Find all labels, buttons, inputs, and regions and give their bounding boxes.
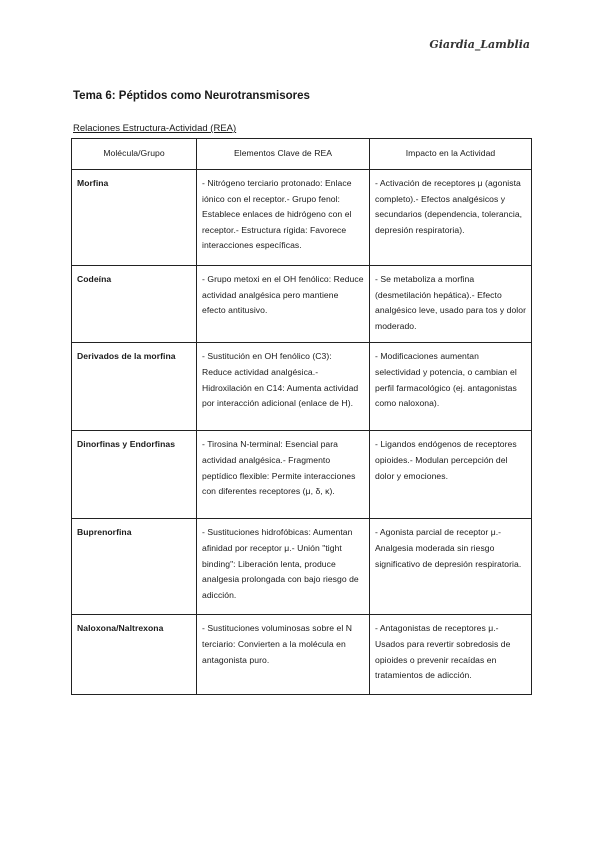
section-title: Relaciones Estructura-Actividad (REA) bbox=[73, 123, 237, 134]
table-row bbox=[72, 431, 532, 519]
impact-cell: - Agonista parcial de receptor μ.- Analgesia moderada sin riesgo significativo de depresión respiratoria. bbox=[370, 519, 532, 615]
impact-cell: - Modificaciones aumentan selectividad y potencia, o cambian el perfil farmacológico (ej. antagonistas como naloxona). bbox=[370, 343, 532, 431]
impact-cell: - Se metaboliza a morfina (desmetilación hepática).- Efecto analgésico leve, usado para tos y dolor moderado. bbox=[370, 266, 532, 343]
molecule-cell: Morfina bbox=[72, 170, 197, 266]
molecule-cell: Dinorfinas y Endorfinas bbox=[72, 431, 197, 519]
table-header-row bbox=[72, 139, 532, 170]
molecule-cell: Naloxona/Naltrexona bbox=[72, 615, 197, 695]
table-row bbox=[72, 170, 532, 266]
molecule-cell: Codeína bbox=[72, 266, 197, 343]
table-row bbox=[72, 615, 532, 695]
molecule-cell: Buprenorfina bbox=[72, 519, 197, 615]
elements-cell: - Nitrógeno terciario protonado: Enlace iónico con el receptor.- Grupo fenol: Establece enlaces de hidrógeno con el receptor.- Estructura rígida: Favorece interacciones específicas. bbox=[197, 170, 370, 266]
impact-cell: - Activación de receptores μ (agonista completo).- Efectos analgésicos y secundarios (dependencia, tolerancia, depresión respiratoria). bbox=[370, 170, 532, 266]
page-title: Tema 6: Péptidos como Neurotransmisores bbox=[73, 90, 310, 102]
column-header-molecule: Molécula/Grupo bbox=[72, 139, 197, 170]
rea-table bbox=[71, 138, 532, 695]
table-row bbox=[72, 343, 532, 431]
molecule-cell: Derivados de la morfina bbox=[72, 343, 197, 431]
elements-cell: - Tirosina N-terminal: Esencial para actividad analgésica.- Fragmento peptídico flexible: Permite interacciones con diferentes receptores (μ, δ, κ). bbox=[197, 431, 370, 519]
elements-cell: - Sustituciones voluminosas sobre el N terciario: Convierten a la molécula en antagonista puro. bbox=[197, 615, 370, 695]
elements-cell: - Sustitución en OH fenólico (C3): Reduce actividad analgésica.- Hidroxilación en C14: Aumenta actividad por interacción adicional (enlace de H). bbox=[197, 343, 370, 431]
elements-cell: - Grupo metoxi en el OH fenólico: Reduce actividad analgésica pero mantiene efecto antitusivo. bbox=[197, 266, 370, 343]
impact-cell: - Ligandos endógenos de receptores opioides.- Modulan percepción del dolor y emociones. bbox=[370, 431, 532, 519]
table-row bbox=[72, 519, 532, 615]
elements-cell: - Sustituciones hidrofóbicas: Aumentan afinidad por receptor μ.- Unión "tight binding": Liberación lenta, produce analgesia prolongada con bajo riesgo de adicción. bbox=[197, 519, 370, 615]
author-watermark: Giardia_Lamblia bbox=[429, 38, 530, 51]
column-header-elements: Elementos Clave de REA bbox=[197, 139, 370, 170]
impact-cell: - Antagonistas de receptores μ.- Usados para revertir sobredosis de opioides o prevenir recaídas en tratamientos de adicción. bbox=[370, 615, 532, 695]
table-row bbox=[72, 266, 532, 343]
column-header-impact: Impacto en la Actividad bbox=[370, 139, 532, 170]
